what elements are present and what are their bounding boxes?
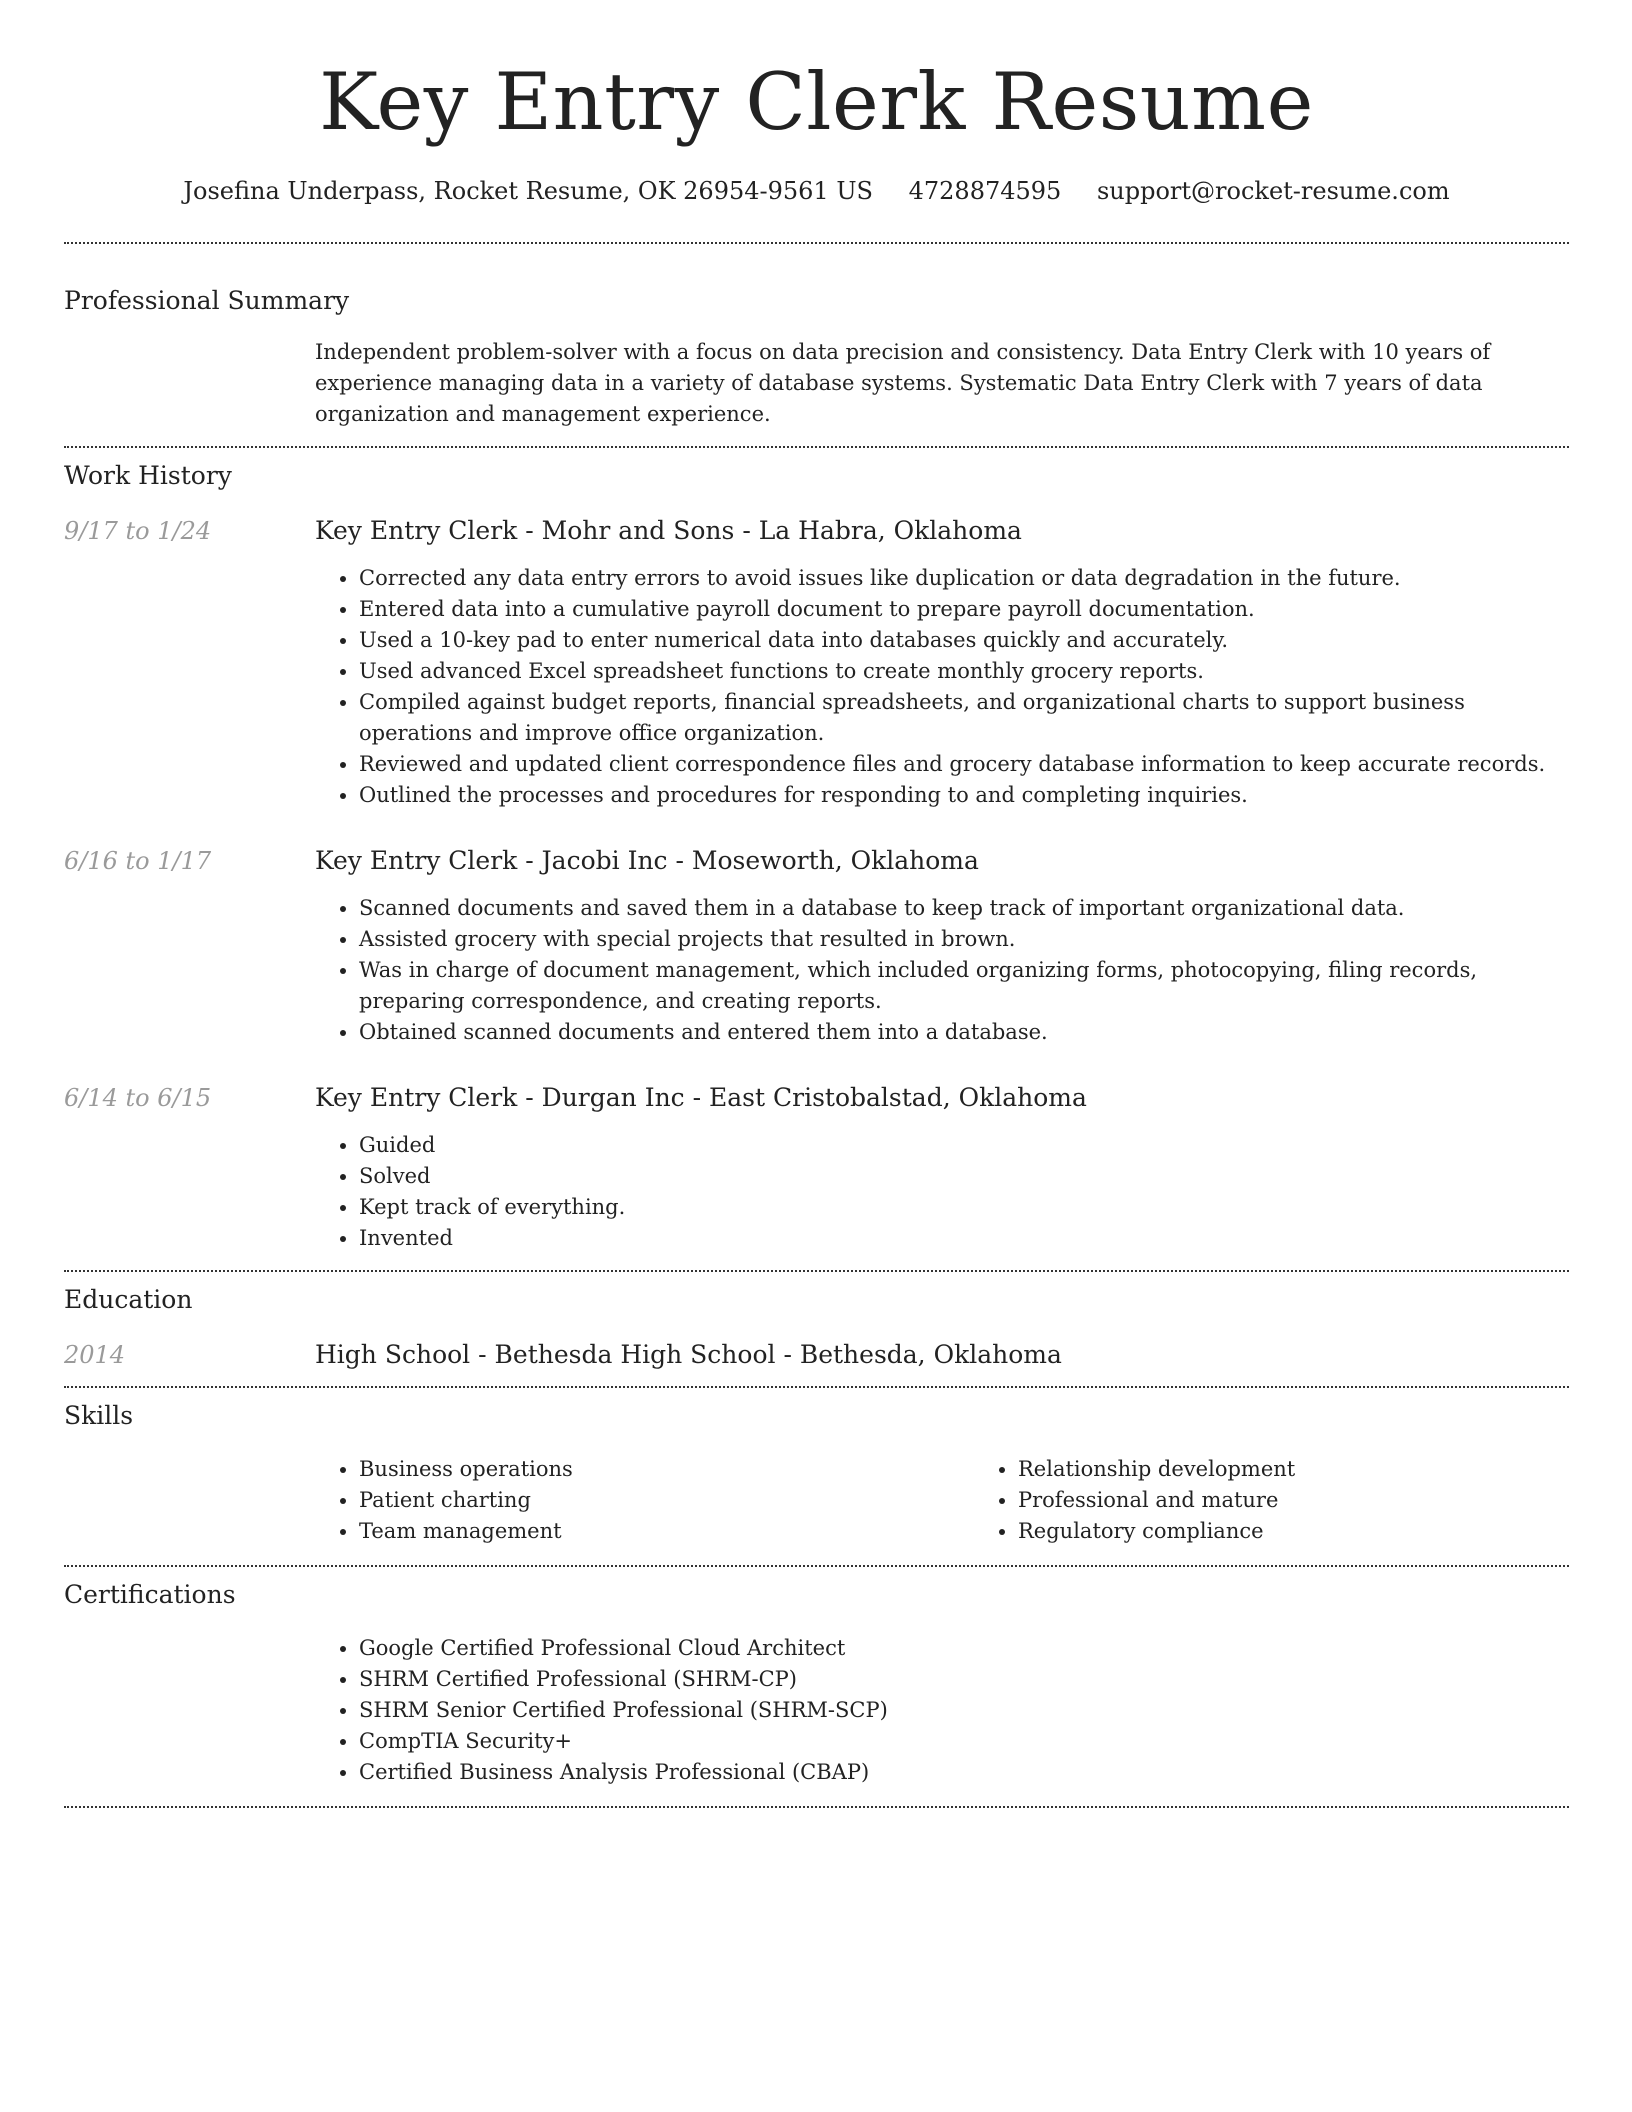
education-year: 2014 bbox=[64, 1341, 126, 1369]
job-role: Key Entry Clerk bbox=[315, 1083, 518, 1112]
job-dates: 9/17 to 1/24 bbox=[64, 517, 212, 545]
list-item: • Certified Business Analysis Professional (CBAP) bbox=[359, 1757, 1569, 1788]
list-item: • Entered data into a cumulative payroll document to prepare payroll documentation. bbox=[359, 594, 1569, 625]
contact-phone: 4728874595 bbox=[908, 177, 1062, 205]
certifications-row bbox=[64, 1633, 1569, 1788]
list-item: • CompTIA Security+ bbox=[359, 1726, 1569, 1757]
list-item: • Was in charge of document management, which included organizing forms, photocopying, filing records, preparing correspondence, and creating reports. bbox=[359, 955, 1569, 1017]
divider bbox=[64, 1386, 1569, 1388]
list-item: • Team management bbox=[359, 1516, 974, 1547]
summary-text: Independent problem-solver with a focus on data precision and consistency. Data Entry Clerk with 10 years of experience managing data in a variety of database systems. Systematic Data Entry Clerk with 7 years of data organization and management experience. bbox=[315, 340, 1491, 426]
list-item: • Patient charting bbox=[359, 1485, 974, 1516]
contact-line bbox=[64, 174, 1569, 208]
job-dates: 6/16 to 1/17 bbox=[64, 847, 212, 875]
education-degree: High School bbox=[315, 1340, 471, 1369]
divider bbox=[64, 1806, 1569, 1808]
list-item: • Relationship development bbox=[1018, 1454, 1632, 1485]
work-heading: Work History bbox=[64, 461, 232, 490]
list-item: • SHRM Certified Professional (SHRM-CP) bbox=[359, 1664, 1569, 1695]
job-details: - Jacobi Inc - Moseworth, Oklahoma bbox=[517, 846, 979, 875]
certifications-heading: Certifications bbox=[64, 1580, 236, 1609]
list-item: • Scanned documents and saved them in a database to keep track of important organizational data. bbox=[359, 893, 1569, 924]
job-bullets bbox=[315, 1130, 1569, 1254]
list-item: • Google Certified Professional Cloud Architect bbox=[359, 1633, 1569, 1664]
job-role: Key Entry Clerk bbox=[315, 846, 518, 875]
list-item: • Assisted grocery with special projects that resulted in brown. bbox=[359, 924, 1569, 955]
job-dates: 6/14 to 6/15 bbox=[64, 1084, 212, 1112]
divider bbox=[64, 446, 1569, 448]
contact-email: support@rocket-resume.com bbox=[1096, 177, 1450, 205]
skills-list-right bbox=[974, 1454, 1632, 1547]
list-item: • Outlined the processes and procedures for responding to and completing inquiries. bbox=[359, 780, 1569, 811]
education-title bbox=[315, 1338, 1569, 1372]
list-item: • Guided bbox=[359, 1130, 1569, 1161]
job-bullets bbox=[315, 893, 1569, 1048]
list-item: • Compiled against budget reports, financial spreadsheets, and organizational charts to support business operations and improve office organization. bbox=[359, 687, 1569, 749]
summary-row bbox=[64, 337, 1569, 430]
list-item: • Reviewed and updated client correspondence files and grocery database information to keep accurate records. bbox=[359, 749, 1569, 780]
skills-list-left bbox=[315, 1454, 974, 1547]
contact-address: Josefina Underpass, Rocket Resume, OK 26954-9561 US bbox=[183, 177, 873, 205]
job-role: Key Entry Clerk bbox=[315, 516, 518, 545]
list-item: • Professional and mature bbox=[1018, 1485, 1632, 1516]
divider bbox=[64, 242, 1569, 244]
list-item: • Business operations bbox=[359, 1454, 974, 1485]
summary-heading: Professional Summary bbox=[64, 286, 350, 315]
list-item: • Obtained scanned documents and entered them into a database. bbox=[359, 1017, 1569, 1048]
list-item: • Regulatory compliance bbox=[1018, 1516, 1632, 1547]
list-item: • Solved bbox=[359, 1161, 1569, 1192]
job-heading bbox=[315, 1081, 1569, 1115]
resume-title: Key Entry Clerk Resume bbox=[319, 56, 1314, 148]
job-entry bbox=[64, 1081, 1569, 1254]
list-item: • Used a 10-key pad to enter numerical data into databases quickly and accurately. bbox=[359, 625, 1569, 656]
skills-heading: Skills bbox=[64, 1401, 134, 1430]
divider bbox=[64, 1270, 1569, 1272]
certifications-list bbox=[315, 1633, 1569, 1788]
list-item: • SHRM Senior Certified Professional (SHRM-SCP) bbox=[359, 1695, 1569, 1726]
education-entry bbox=[64, 1338, 1569, 1372]
divider bbox=[64, 1565, 1569, 1567]
job-details: - Durgan Inc - East Cristobalstad, Oklahoma bbox=[517, 1083, 1087, 1112]
list-item: • Corrected any data entry errors to avoid issues like duplication or data degradation in the future. bbox=[359, 563, 1569, 594]
job-heading bbox=[315, 514, 1569, 548]
education-details: - Bethesda High School - Bethesda, Oklahoma bbox=[470, 1340, 1062, 1369]
skills-row bbox=[64, 1454, 1569, 1547]
resume-page bbox=[64, 0, 1569, 1808]
job-heading bbox=[315, 844, 1569, 878]
education-heading: Education bbox=[64, 1285, 193, 1314]
job-details: - Mohr and Sons - La Habra, Oklahoma bbox=[517, 516, 1022, 545]
list-item: • Used advanced Excel spreadsheet functions to create monthly grocery reports. bbox=[359, 656, 1569, 687]
list-item: • Invented bbox=[359, 1223, 1569, 1254]
list-item: • Kept track of everything. bbox=[359, 1192, 1569, 1223]
job-entry bbox=[64, 844, 1569, 1048]
job-entry bbox=[64, 514, 1569, 811]
job-bullets bbox=[315, 563, 1569, 811]
